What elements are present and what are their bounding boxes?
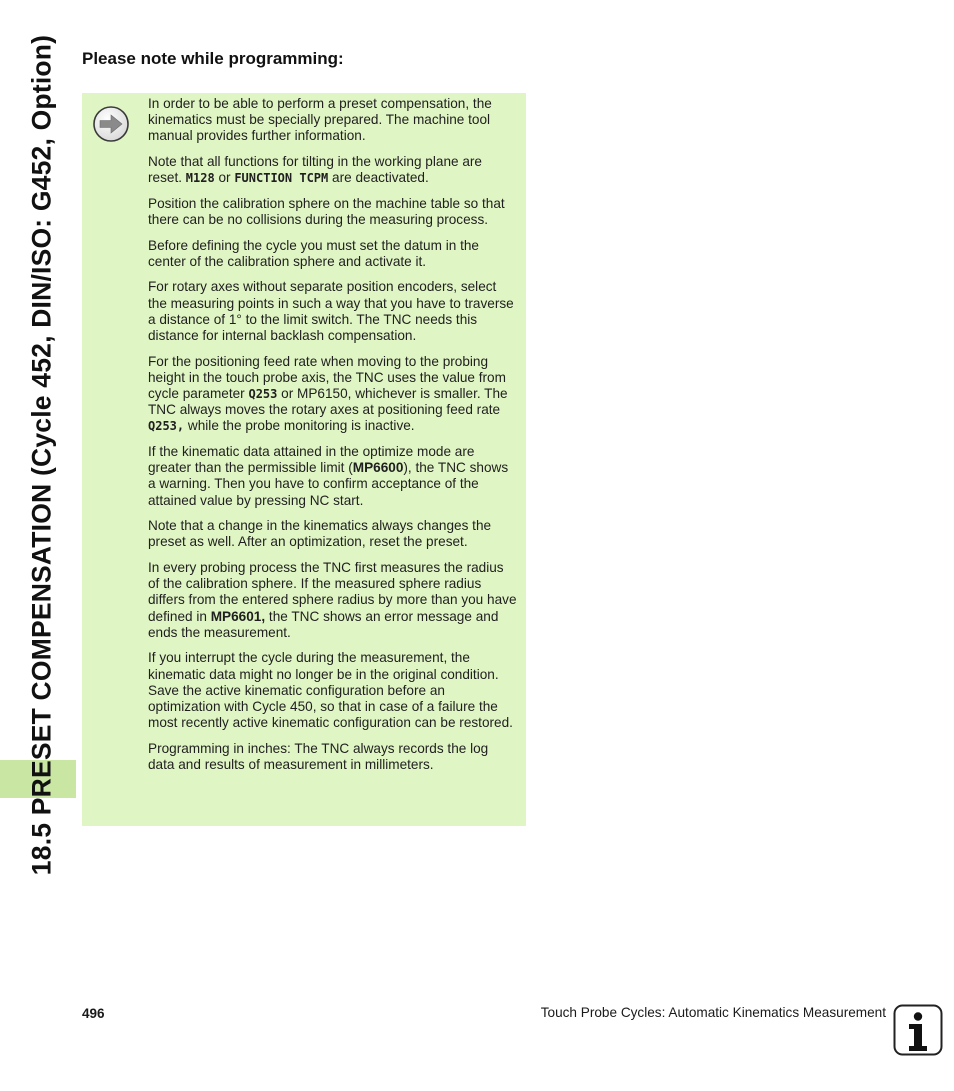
- code-m128: M128: [185, 171, 215, 186]
- note-paragraph: Note that all functions for tilting in the working plane are reset. M128 or FUNCTION TCPM are deactivated.: [148, 154, 482, 186]
- chapter-title: 18.5 PRESET COMPENSATION (Cycle 452, DIN/ISO: G452, Option): [26, 34, 57, 876]
- note-paragraph: For rotary axes without separate position encoders, select the measuring points in such a way that you have to traverse a distance of 1° to the limit switch. The TNC needs this distance for internal backlash compensation.: [148, 279, 514, 343]
- note-paragraph: Before defining the cycle you must set the datum in the center of the calibration sphere and activate it.: [148, 237, 479, 269]
- code-q253: Q253,: [148, 419, 185, 434]
- page-number: 496: [82, 1006, 105, 1021]
- param-mp6600: MP6600: [352, 460, 404, 476]
- note-paragraph: In order to be able to perform a preset compensation, the kinematics must be specially prepared. The machine tool manual provides further information.: [148, 96, 492, 144]
- note-text: [148, 96, 518, 783]
- note-paragraph: Programming in inches: The TNC always records the log data and results of measurement in millimeters.: [148, 740, 489, 773]
- note-box: [82, 93, 526, 826]
- note-paragraph: In every probing process the TNC first measures the radius of the calibration sphere. If the measured sphere radius differs from the entered sphere radius by more than you have defined in MP6601, the TNC shows an error message and ends the measurement.: [148, 560, 517, 640]
- book-title: Touch Probe Cycles: Automatic Kinematics Measurement: [540, 1005, 886, 1020]
- code-function-tcpm: FUNCTION TCPM: [234, 171, 329, 186]
- note-paragraph: Note that a change in the kinematics always changes the preset as well. After an optimization, reset the preset.: [148, 518, 492, 550]
- note-paragraph: Position the calibration sphere on the machine table so that there can be no collisions during the measuring process.: [148, 195, 505, 227]
- note-paragraph: If the kinematic data attained in the optimize mode are greater than the permissible limit (MP6600), the TNC shows a warning. Then you have to confirm acceptance of the attained value by pressing NC start.: [148, 444, 509, 508]
- note-paragraph: For the positioning feed rate when moving to the probing height in the touch probe axis, the TNC uses the value from cycle parameter Q253 or MP6150, whichever is smaller. The TNC always moves the rotary axes at positioning feed rate Q253, while the probe monitoring is inactive.: [148, 353, 508, 434]
- arrow-right-icon: [92, 105, 130, 143]
- section-heading: Please note while programming:: [82, 49, 344, 68]
- note-paragraph: If you interrupt the cycle during the measurement, the kinematic data might no longer be in the original condition. Save the active kinematic configuration before an optimization with Cycle 450, so that in case of a failure the most recently active kinematic configuration can be restored.: [148, 650, 513, 731]
- param-mp6601: MP6601,: [210, 608, 266, 624]
- info-icon: [893, 1004, 943, 1056]
- code-q253: Q253: [248, 387, 278, 401]
